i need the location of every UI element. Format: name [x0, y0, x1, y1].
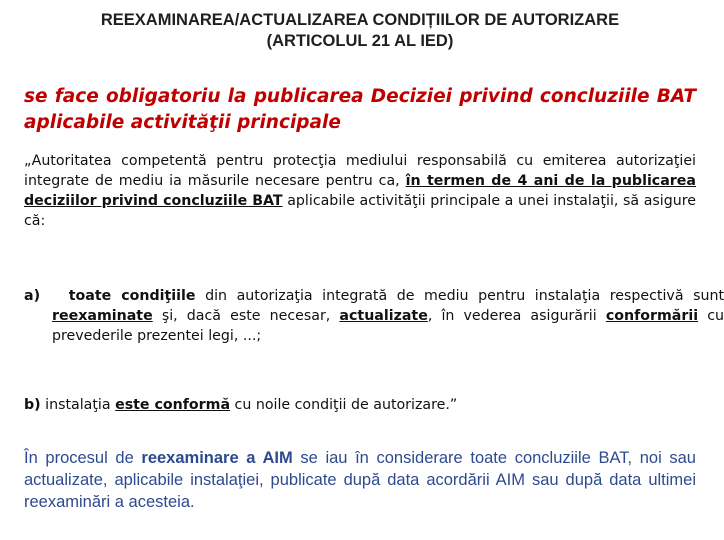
item-b-text-2: este conformă: [115, 397, 231, 413]
item-a-text-3: reexaminate: [52, 308, 153, 324]
list-marker-b: b): [24, 397, 41, 413]
slide-title-line1: REEXAMINAREA/ACTUALIZAREA CONDIȚIILOR DE AUTORIZARE: [100, 11, 620, 29]
slide-title: [30, 10, 690, 52]
subtitle: se face obligatoriu la publicarea Deciziei privind concluziile BAT aplicabile activităţii principale: [24, 86, 696, 133]
item-a-text-2: din autorizaţia integrată de mediu pentru instalaţia respectivă sunt: [195, 288, 724, 304]
legal-quote: [24, 151, 696, 231]
slide-title-line2: (ARTICOLUL 21 AL IED): [266, 32, 454, 50]
item-a-text-5: actualizate: [339, 308, 428, 324]
item-b-text-1: instalaţia: [40, 397, 116, 413]
quote-text-1: „Autoritatea competentă pentru protecţia mediului responsabilă cu emiterea autorizaţiei integrate de mediu ia măsurile necesare pentru ca,: [24, 153, 696, 189]
list-item-b: [24, 395, 696, 415]
list-item-a: [24, 286, 724, 346]
conclusion-paragraph: [24, 447, 696, 513]
item-a-text-8: cu prevederile prezentei legi, ...;: [52, 308, 724, 344]
item-b-text-3: cu noile condiţii de autorizare.”: [230, 397, 458, 413]
quote-emphasis: în termen de 4 ani de la publicarea deciziilor privind concluziile BAT: [24, 173, 696, 209]
quote-text-2: aplicabile activităţii principale a unei instalaţii, să asigure că:: [24, 193, 697, 229]
conclusion-text-3: se iau în considerare toate concluziile BAT, noi sau actualizate, aplicabile instalaţiei, publicate după data acordării AIM sau după data ultimei reexaminări a acesteia.: [24, 449, 696, 511]
item-a-text-6: , în vederea asigurării: [427, 308, 606, 324]
conclusion-text-1: În procesul de: [24, 449, 142, 467]
item-a-text-4: şi, dacă este necesar,: [152, 308, 340, 324]
item-a-text-7: conformării: [605, 308, 699, 324]
conclusion-text-2: reexaminare a AIM: [141, 449, 293, 467]
item-a-text-1: toate condiţiile: [68, 288, 196, 304]
list-marker-a: a): [24, 288, 41, 304]
